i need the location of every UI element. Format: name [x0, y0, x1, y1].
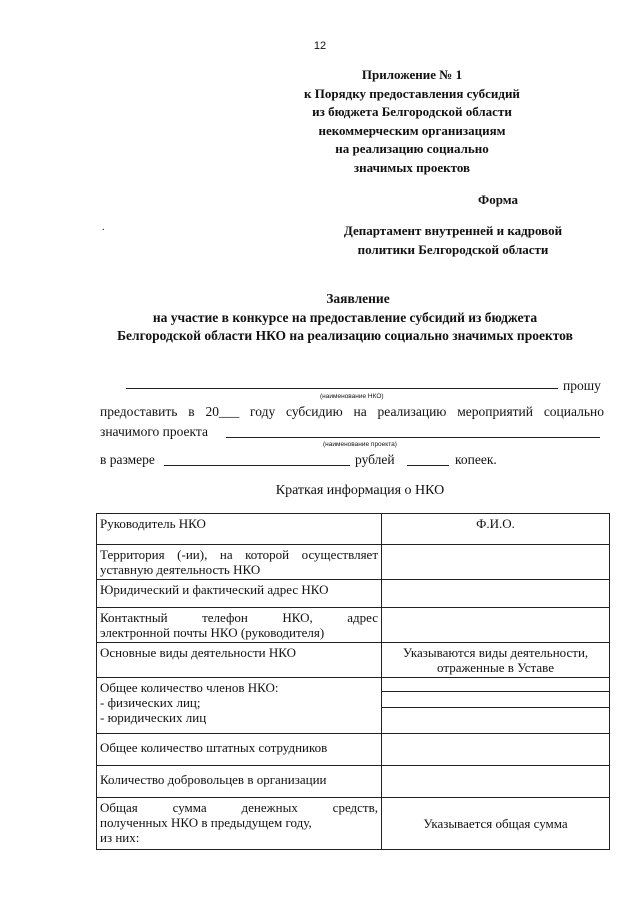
- territory-cell: [97, 545, 382, 580]
- funds-cell: [97, 798, 382, 850]
- amount-rubles-field[interactable]: [164, 465, 350, 466]
- request-proshu: прошу: [563, 378, 601, 393]
- table-row: [97, 545, 610, 580]
- staff-value[interactable]: [382, 734, 610, 766]
- members-values: [382, 678, 610, 734]
- table-row: [97, 580, 610, 608]
- funds-line: полученных НКО в предыдущем году,: [100, 815, 312, 830]
- stray-mark: .: [102, 222, 105, 233]
- nko-name-field[interactable]: [126, 388, 558, 389]
- volunteers-value[interactable]: [382, 766, 610, 798]
- members-line: - физических лиц;: [100, 695, 201, 710]
- contact-line: электронной почты НКО (руководителя): [100, 625, 325, 640]
- kopecks-label: копеек.: [455, 452, 497, 467]
- amount-kopecks-field[interactable]: [407, 465, 449, 466]
- department-line: политики Белгородской области: [357, 242, 549, 257]
- members-line: Общее количество членов НКО:: [100, 680, 279, 695]
- amount-label: в размере: [100, 452, 155, 467]
- activities-value-line: Указываются виды деятельности,: [402, 645, 589, 660]
- rubles-label: рублей: [355, 452, 395, 467]
- section-title: Краткая информация о НКО: [275, 483, 445, 498]
- department-addressee: [318, 221, 588, 259]
- table-row: [97, 608, 610, 643]
- form-label: Форма: [478, 192, 518, 207]
- activities-label: Основные виды деятельности НКО: [97, 643, 382, 678]
- appendix-line: к Порядку предоставления субсидий: [304, 85, 520, 101]
- table-row: [97, 798, 610, 850]
- appendix-line: на реализацию социально: [335, 141, 489, 156]
- page-number: 12: [313, 40, 327, 52]
- request-line2: предоставить в 20___ году субсидию на реализацию мероприятий социально: [100, 404, 604, 419]
- territory-line: уставную деятельность НКО: [100, 562, 261, 577]
- members-legal-value[interactable]: [382, 707, 609, 723]
- address-label: Юридический и фактический адрес НКО: [97, 580, 382, 608]
- table-row: [97, 766, 610, 798]
- nko-info-table: [96, 513, 610, 850]
- project-name-field[interactable]: [226, 437, 600, 438]
- contact-cell: [97, 608, 382, 643]
- table-row: [97, 643, 610, 678]
- nko-name-note: (наименование НКО): [320, 393, 384, 400]
- application-title: Заявление: [326, 291, 390, 306]
- table-row: [97, 514, 610, 545]
- appendix-line: из бюджета Белгородской области: [312, 104, 512, 119]
- appendix-header: [262, 66, 562, 177]
- activities-value: [382, 643, 610, 678]
- activities-value-line: отраженные в Уставе: [437, 660, 554, 675]
- appendix-line: Приложение № 1: [361, 67, 463, 82]
- contact-value[interactable]: [382, 608, 610, 643]
- project-name-note: (наименование проекта): [323, 441, 397, 448]
- funds-line: Общая сумма денежных средств,: [100, 800, 378, 815]
- department-line: Департамент внутренней и кадровой: [343, 223, 563, 238]
- application-subtitle-line1: на участие в конкурсе на предоставление субсидий из бюджета: [152, 310, 538, 325]
- head-label: Руководитель НКО: [97, 514, 382, 545]
- territory-value[interactable]: [382, 545, 610, 580]
- funds-line: из них:: [100, 830, 140, 845]
- table-row: [97, 734, 610, 766]
- table-row: [97, 678, 610, 734]
- staff-label: Общее количество штатных сотрудников: [97, 734, 382, 766]
- volunteers-label: Количество добровольцев в организации: [97, 766, 382, 798]
- territory-line: Территория (-ии), на которой осуществляет: [100, 547, 378, 562]
- funds-value: Указывается общая сумма: [382, 798, 610, 850]
- appendix-line: некоммерческим организациям: [318, 122, 506, 138]
- head-value: Ф.И.О.: [382, 514, 610, 545]
- members-individuals-value[interactable]: [382, 691, 609, 707]
- address-value[interactable]: [382, 580, 610, 608]
- members-total-value[interactable]: [382, 678, 609, 691]
- request-line3: значимого проекта: [100, 424, 208, 439]
- contact-line: Контактный телефон НКО, адрес: [100, 610, 378, 625]
- appendix-line: значимых проектов: [353, 159, 471, 175]
- members-line: - юридических лиц: [100, 710, 207, 725]
- application-subtitle-line2: Белгородской области НКО на реализацию социально значимых проектов: [117, 328, 573, 343]
- members-cell: [97, 678, 382, 734]
